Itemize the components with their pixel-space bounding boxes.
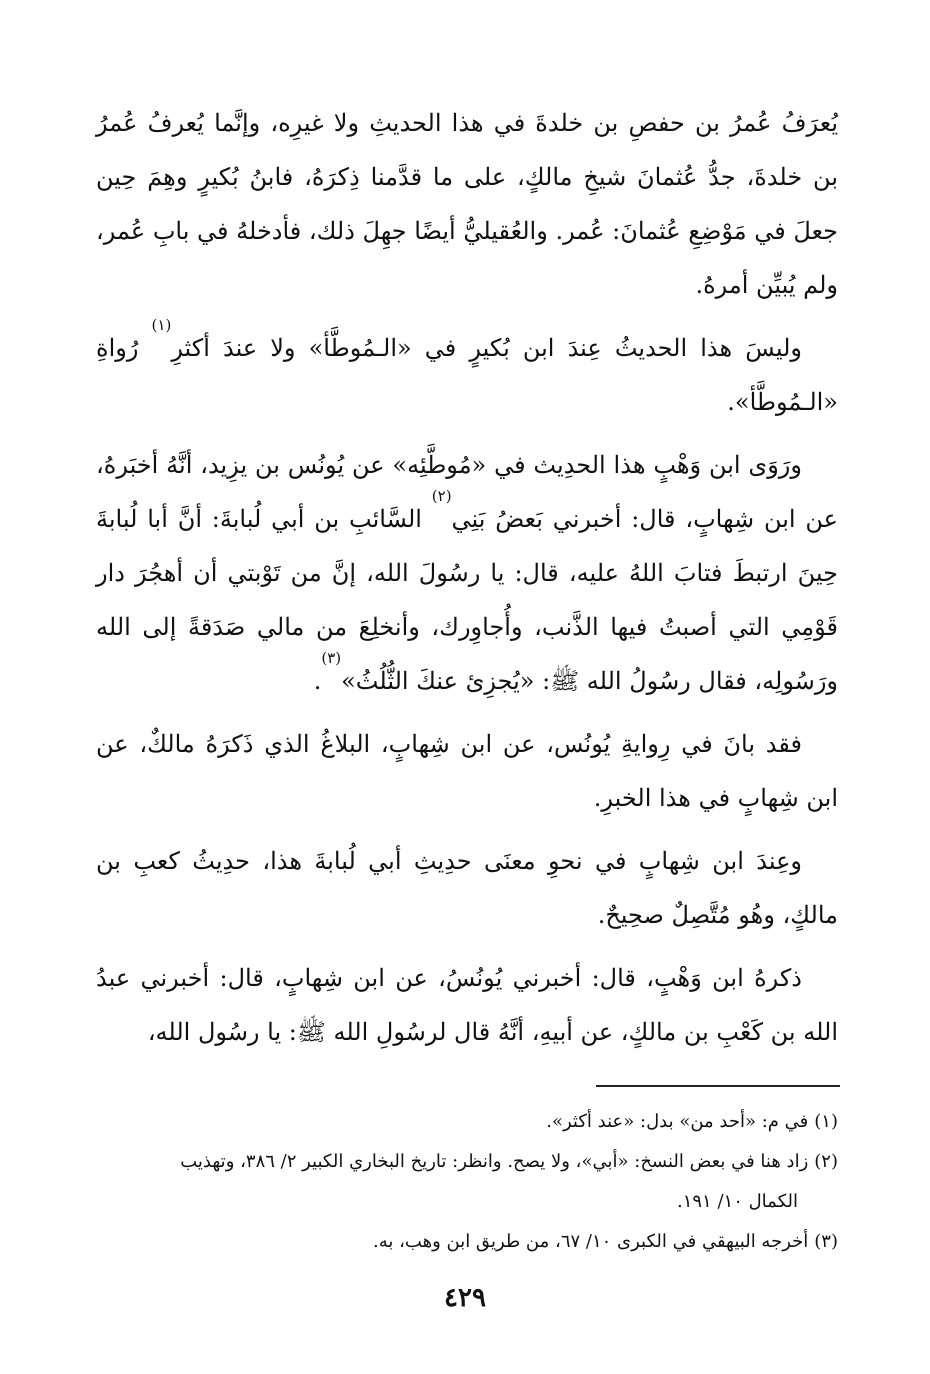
paragraph-2-text-a: وليسَ هذا الحديثُ عِندَ ابن بُكيرٍ في «الـمُوطَّأ» ولا عندَ أكثرِ — [171, 334, 802, 362]
paragraph-3 — [96, 438, 838, 708]
footnote-2-number: (٢) — [814, 1151, 838, 1172]
paragraph-3-text-c: . — [313, 667, 322, 695]
paragraph-3-text-a: ورَوَى ابن وَهْبٍ هذا الحدِيث في «مُوطَّئِه» عن يُونُس بن يزِيد، أنَّهُ أخبَرهُ، عن ابن شِهابٍ، قال: أخبرني بَعضُ بَنِي — [96, 451, 838, 533]
footnote-3-number: (٣) — [814, 1231, 838, 1252]
footnote-3 — [96, 1222, 838, 1262]
paragraph-1: يُعرَفُ عُمرُ بن حفصِ بن خلدةَ في هذا الحديثِ ولا غيرِه، وإنَّما يُعرفُ عُمرُ بن خلدةَ، جدُّ عُثمانَ شيخِ مالكٍ، على ما قدَّمنا ذِكرَهُ، فابنُ بُكيرٍ وهِمَ حِين جعلَ في مَوْضِعِ عُثمانَ: عُمر. والعُقيليُّ أيضًا جهِلَ ذلك، فأدخلهُ في بابِ عُمر، ولم يُبيِّن أمرهُ. — [96, 109, 838, 299]
footnote-marker-3[interactable]: (٣) — [321, 649, 342, 667]
footnote-marker-1[interactable]: (١) — [151, 316, 172, 334]
paragraph-6: ذكرهُ ابن وَهْبٍ، قال: أخبرني يُونُسُ، عن ابن شِهابٍ، قال: أخبرني عبدُ الله بن كَعْبِ بن مالكٍ، عن أبيهِ، أنَّهُ قال لرسُولِ الله ﷺ: يا رسُول الله، — [96, 964, 838, 1046]
paragraph-2 — [96, 316, 838, 429]
footnote-divider — [596, 1085, 840, 1087]
footnote-3-text: أخرجه البيهقي في الكبرى ١٠/ ٦٧، من طريق ابن وهب، به. — [373, 1231, 809, 1252]
footnotes — [96, 1102, 838, 1262]
footnote-1-number: (١) — [814, 1111, 838, 1132]
footnote-2-continuation: الكمال ١٠/ ١٩١. — [676, 1191, 798, 1212]
main-text — [96, 96, 838, 1068]
page-number: ٤٢٩ — [444, 1283, 486, 1313]
footnote-1 — [96, 1102, 838, 1142]
footnote-marker-2[interactable]: (٢) — [431, 487, 452, 505]
paragraph-4: فقد بانَ في رِوايةِ يُونُس، عن ابن شِهابٍ، البلاغُ الذي ذَكرَهُ مالكٌ، عن ابن شِهابٍ في هذا الخبرِ. — [96, 730, 838, 812]
paragraph-2-text-b: رُواةِ «الـمُوطَّأ». — [96, 334, 838, 416]
paragraph-3-text-b: السَّائبِ بن أبي لُبابةَ: أنَّ أبا لُبابةَ حِينَ ارتبطَ فتابَ اللهُ عليه، قال: يا رسُولَ الله، إنَّ من تَوْبتي أن أهجُرَ دار قَوْمِي التي أصبتُ فيها الذَّنب، وأُجاوِرك، وأنخلِعَ من مالي صَدَقةً إلى الله ورَسُولِه، فقال رسُولُ الله ﷺ: «يُجزِئ عنكَ الثُّلُثُ» — [96, 505, 838, 695]
footnote-2-text: زاد هنا في بعض النسخ: «أبي»، ولا يصح. وانظر: تاريخ البخاري الكبير ٢/ ٣٨٦، وتهذيب — [180, 1151, 809, 1172]
footnote-2 — [96, 1142, 838, 1222]
footnote-1-text: في م: «أحد من» بدل: «عند أكثر». — [546, 1111, 809, 1132]
paragraph-5: وعِندَ ابن شِهابٍ في نحوِ معنَى حدِيثِ أبي لُبابةَ هذا، حدِيثُ كعبِ بن مالكٍ، وهُو مُتَّصِلٌ صحِيحٌ. — [96, 847, 838, 929]
